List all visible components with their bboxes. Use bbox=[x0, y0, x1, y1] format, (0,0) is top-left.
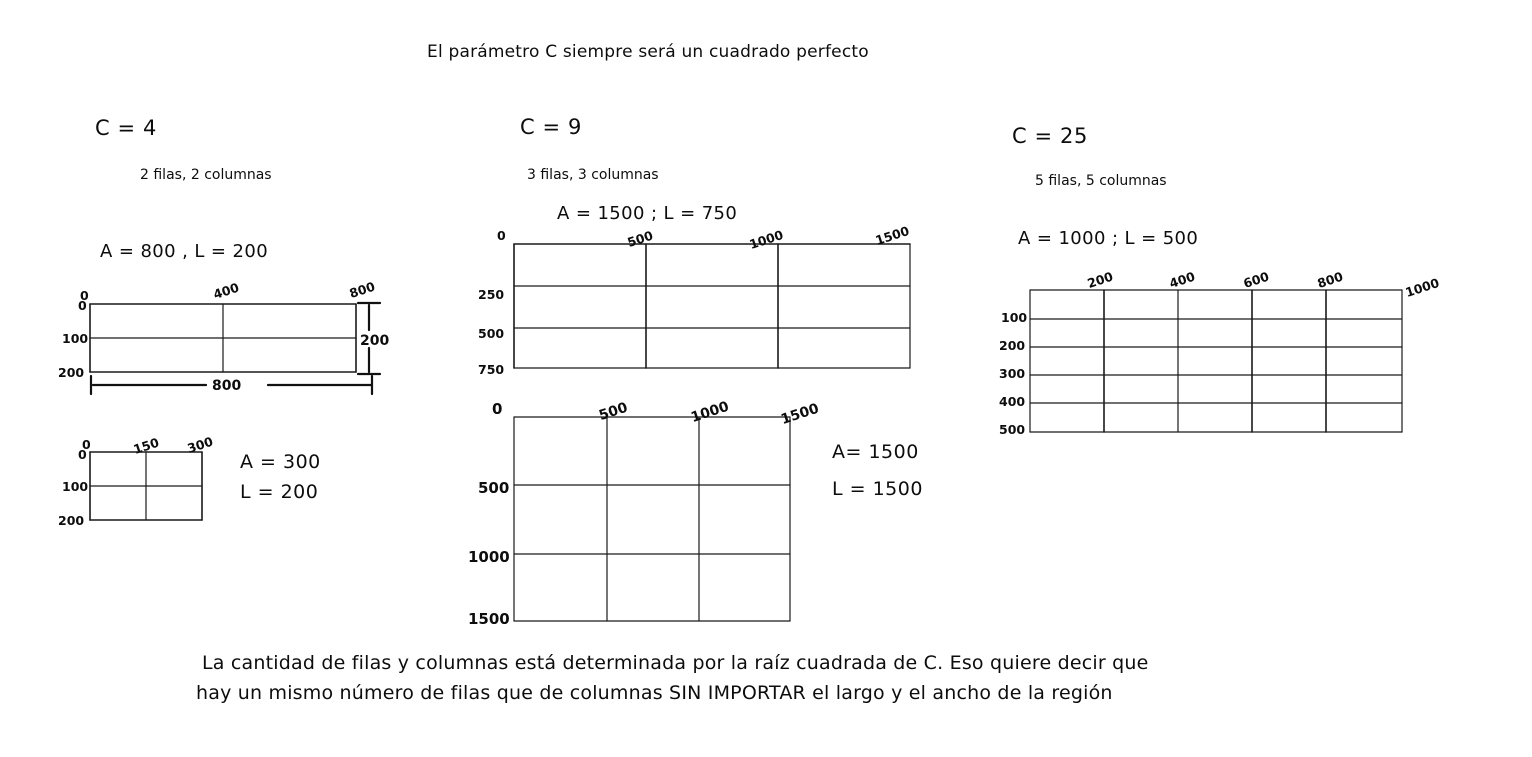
tick-top-c9-1-3: 1500 bbox=[873, 222, 912, 248]
tick-left-c25-3: 400 bbox=[999, 394, 1026, 409]
label-c4-2-area: A = 300 bbox=[240, 451, 321, 473]
tick-top-c4-1-1: 400 bbox=[211, 279, 241, 302]
grid-c25-1 bbox=[1028, 288, 1404, 434]
tick-left-c4-2-2: 200 bbox=[58, 513, 85, 528]
grid-c4-2 bbox=[88, 450, 204, 522]
section-subtitle-c4: 2 filas, 2 columnas bbox=[140, 167, 272, 183]
tick-left-c25-0: 100 bbox=[1001, 310, 1028, 325]
tick-left-c25-1: 200 bbox=[999, 338, 1026, 353]
tick-left-c9-2-3: 1500 bbox=[468, 610, 510, 628]
label-c4-2-length: L = 200 bbox=[240, 481, 319, 503]
tick-left-c4-1-0: 0 bbox=[78, 298, 87, 313]
tick-top-c4-2-1: 150 bbox=[131, 434, 161, 457]
tick-top-c9-2-3: 1500 bbox=[779, 400, 822, 428]
tick-top-c9-1-0: 0 bbox=[497, 228, 506, 243]
tick-top-c9-1-1: 500 bbox=[625, 227, 655, 250]
grid-params-c4-1: A = 800 , L = 200 bbox=[100, 241, 269, 262]
tick-left-c4-1-2: 200 bbox=[58, 365, 85, 380]
page-title: El parámetro C siempre será un cuadrado perfecto bbox=[427, 42, 869, 62]
footer-line-2: hay un mismo número de filas que de columnas SIN IMPORTAR el largo y el ancho de la región bbox=[196, 682, 1113, 704]
tick-left-c9-1-2: 500 bbox=[478, 326, 505, 341]
annotation-c4-width: 800 bbox=[212, 378, 242, 394]
grid-c9-1 bbox=[512, 242, 912, 370]
tick-left-c25-2: 300 bbox=[999, 366, 1026, 381]
tick-left-c4-1-1: 100 bbox=[62, 331, 89, 346]
annotation-c4-height: 200 bbox=[360, 333, 390, 349]
grid-params-c9-1: A = 1500 ; L = 750 bbox=[557, 203, 738, 224]
tick-top-c25-3: 800 bbox=[1315, 268, 1345, 291]
tick-top-c4-2-2: 300 bbox=[185, 433, 215, 456]
tick-top-c25-4: 1000 bbox=[1403, 274, 1442, 300]
tick-top-c25-2: 600 bbox=[1241, 268, 1271, 291]
section-subtitle-c25: 5 filas, 5 columnas bbox=[1035, 173, 1167, 189]
tick-top-c4-1-0: 0 bbox=[80, 288, 89, 303]
label-c9-2-area: A= 1500 bbox=[832, 441, 919, 463]
tick-left-c25-4: 500 bbox=[999, 422, 1026, 437]
tick-top-c4-1-2: 800 bbox=[347, 278, 377, 301]
grid-params-c25-1: A = 1000 ; L = 500 bbox=[1018, 228, 1199, 249]
tick-top-c9-2-1: 500 bbox=[597, 399, 630, 424]
section-heading-c9: C = 9 bbox=[520, 115, 582, 139]
label-c9-2-length: L = 1500 bbox=[832, 478, 923, 500]
tick-top-c9-2-2: 1000 bbox=[689, 398, 732, 426]
tick-left-c4-2-0: 0 bbox=[78, 447, 87, 462]
section-subtitle-c9: 3 filas, 3 columnas bbox=[527, 167, 659, 183]
footer-line-1: La cantidad de filas y columnas está determinada por la raíz cuadrada de C. Eso quiere decir que bbox=[202, 652, 1149, 674]
tick-top-c25-0: 200 bbox=[1085, 268, 1115, 291]
tick-top-c25-1: 400 bbox=[1167, 268, 1197, 291]
section-heading-c25: C = 25 bbox=[1012, 124, 1088, 148]
tick-left-c9-2-2: 1000 bbox=[468, 548, 510, 566]
grid-c4-1 bbox=[88, 302, 358, 374]
grid-c9-2 bbox=[512, 415, 792, 623]
tick-top-c9-1-2: 1000 bbox=[747, 226, 786, 252]
tick-left-c9-2-1: 500 bbox=[478, 479, 510, 497]
tick-top-c9-2-0: 0 bbox=[492, 400, 503, 418]
tick-top-c4-2-0: 0 bbox=[82, 437, 91, 452]
tick-left-c4-2-1: 100 bbox=[62, 479, 89, 494]
tick-left-c9-1-1: 250 bbox=[478, 287, 505, 302]
section-heading-c4: C = 4 bbox=[95, 116, 157, 140]
tick-left-c9-1-3: 750 bbox=[478, 362, 505, 377]
